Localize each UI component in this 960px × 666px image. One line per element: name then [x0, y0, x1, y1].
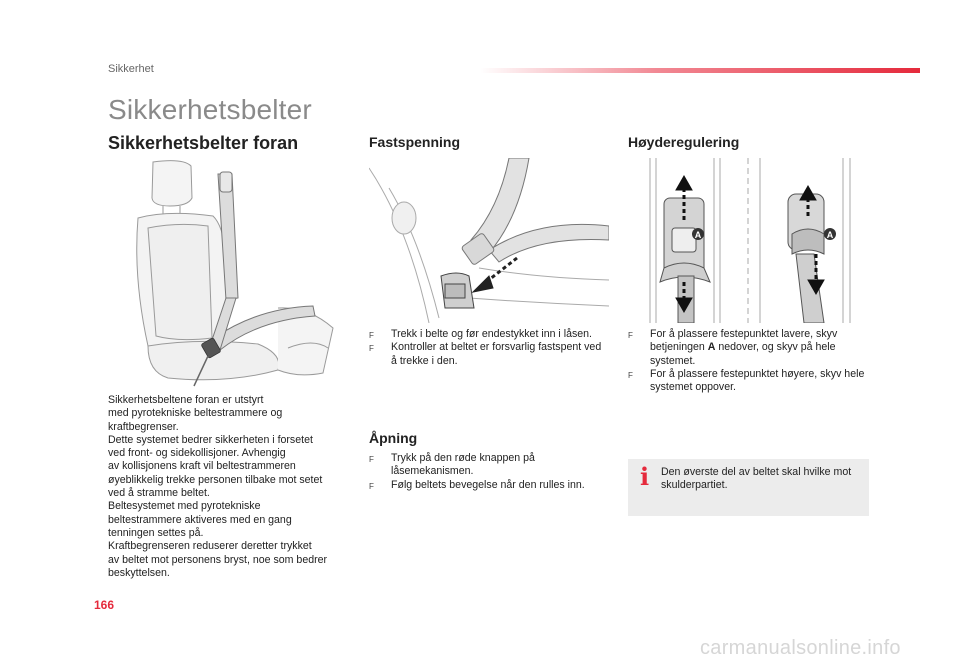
header-accent-bar	[480, 68, 920, 73]
list-item	[628, 328, 870, 368]
front-text-line: beltestrammere aktiveres med en gang	[108, 513, 292, 526]
bullet-icon: F	[369, 331, 374, 340]
info-box	[628, 459, 869, 516]
front-text-line: av kollisjonens kraft vil beltestrammeren	[108, 460, 296, 473]
bullet-icon: F	[628, 370, 633, 380]
info-icon: i	[640, 462, 650, 491]
front-text-line: av beltet mot personens bryst, noe som bedrer	[108, 553, 328, 566]
front-text-line: kraftbegrenser.	[108, 420, 179, 433]
list-item-text: Følg beltets bevegelse når den rulles inn.	[391, 478, 585, 491]
info-text: Den øverste del av beltet skal hvilke mot skulderpartiet.	[661, 466, 852, 492]
label-a-right: A	[826, 230, 834, 240]
opening-list	[369, 452, 609, 492]
bullet-icon: F	[369, 344, 374, 354]
front-text-line: med pyrotekniske beltestrammere og	[108, 407, 283, 420]
label-a-left: A	[694, 230, 702, 240]
front-seat-belt-illustration	[108, 158, 353, 390]
front-text-line: Beltesystemet med pyrotekniske	[108, 500, 261, 513]
bullet-icon: F	[369, 481, 374, 491]
list-item	[369, 479, 609, 492]
front-text-line: Kraftbegrenseren reduserer deretter trykket	[108, 540, 312, 553]
height-adjust-heading: Høyderegulering	[628, 134, 740, 150]
section-label: Sikkerhet	[108, 63, 154, 75]
fastening-list	[369, 328, 609, 368]
list-item-text: Trekk i belte og før endestykket inn i låsen.	[391, 328, 592, 340]
page-title: Sikkerhetsbelter	[108, 94, 312, 125]
bullet-icon: F	[369, 455, 374, 464]
height-adjust-list	[628, 328, 870, 394]
list-item	[369, 328, 609, 341]
list-item-text: Trykk på den røde knappen på låsemekanismen.	[391, 452, 535, 478]
list-item-text: nedover, og skyv på hele systemet.	[650, 341, 836, 367]
height-adjust-illustration	[628, 158, 870, 323]
opening-heading: Åpning	[369, 430, 418, 446]
list-item	[369, 452, 609, 479]
control-a-label: A	[707, 341, 716, 354]
front-text-line: ved å stramme beltet.	[108, 487, 210, 500]
list-item-text: Kontroller at beltet er forsvarlig fastspent ved å trekke i den.	[391, 341, 602, 367]
list-item	[369, 341, 609, 368]
front-text-line: Dette systemet bedrer sikkerheten i forsetet	[108, 433, 313, 446]
front-belts-description	[108, 394, 348, 580]
fastening-illustration	[369, 158, 609, 323]
front-belts-heading: Sikkerhetsbelter foran	[108, 133, 299, 153]
front-text-line: øyeblikkelig trekke personen tilbake mot setet	[108, 473, 323, 486]
page-number: 166	[94, 598, 115, 612]
list-item-text: For å plassere festepunktet lavere, skyv betjeningen	[650, 328, 838, 354]
watermark: carmanualsonline.info	[700, 637, 901, 659]
fastening-heading: Fastspenning	[369, 134, 461, 150]
front-text-line: beskyttelsen.	[108, 566, 170, 579]
list-item	[628, 368, 870, 395]
front-text-line: Sikkerhetsbeltene foran er utstyrt	[108, 394, 264, 406]
list-item-text: For å plassere festepunktet høyere, skyv hele systemet oppover.	[650, 367, 865, 394]
bullet-icon: F	[628, 331, 633, 340]
front-text-line: tenningen settes på.	[108, 526, 204, 539]
front-text-line: ved front- og sidekollisjoner. Avhengig	[108, 447, 286, 460]
